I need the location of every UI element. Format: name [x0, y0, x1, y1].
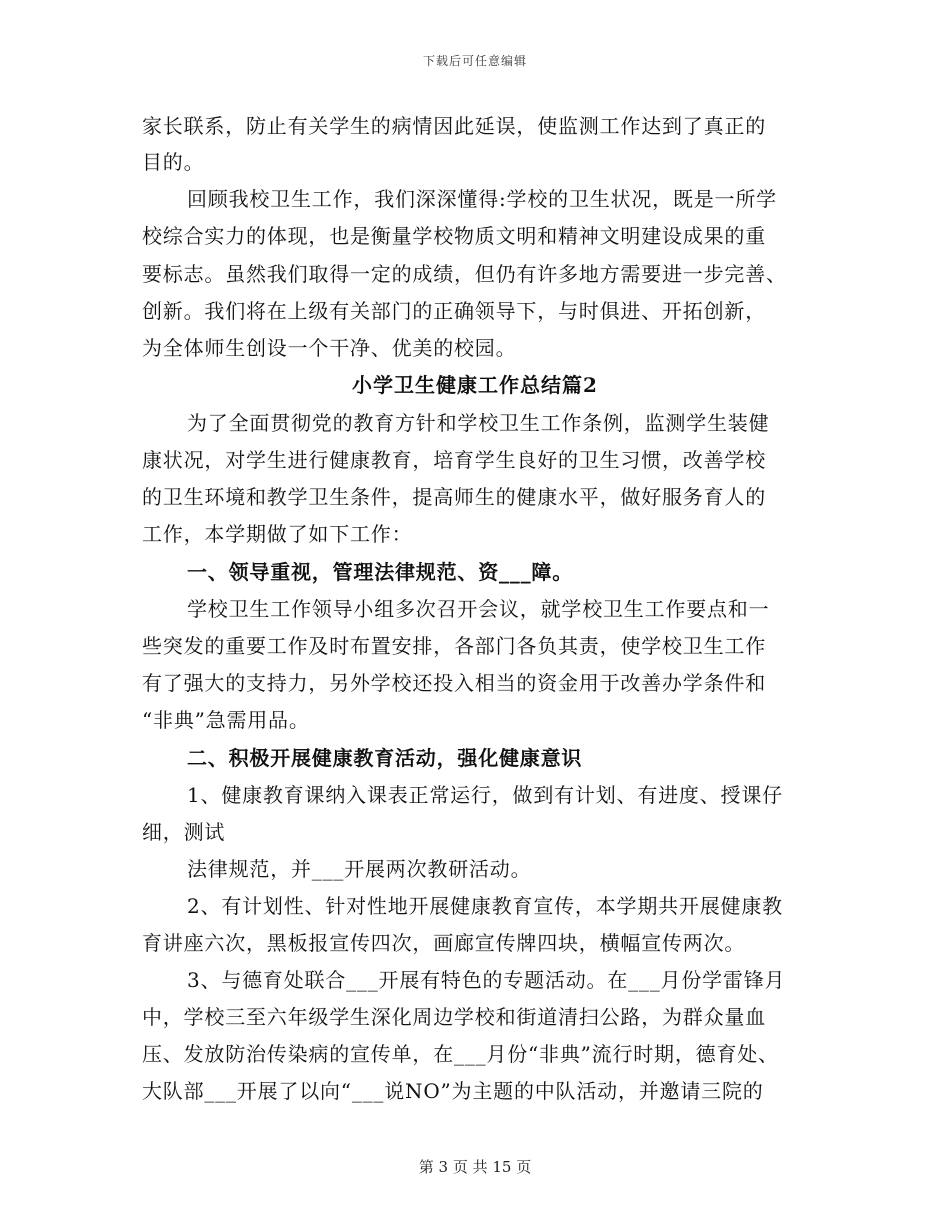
text-line: 康状况，对学生进行健康教育，培育学生良好的卫生习惯，改善学校 — [142, 448, 766, 472]
text-line: 3、与德育处联合___开展有特色的专题活动。在___月份学雷锋月 — [187, 968, 786, 992]
text-line: 家长联系，防止有关学生的病情因此延误，使监测工作达到了真正的 — [142, 114, 766, 138]
text-line: 学校卫生工作领导小组多次召开会议，就学校卫生工作要点和一 — [187, 597, 770, 621]
text-line: 大队部___开展了以向“___说NO”为主题的中队活动，并邀请三院的 — [142, 1079, 764, 1103]
text-line: 工作，本学期做了如下工作： — [142, 522, 413, 546]
text-line: 压、发放防治传染病的宣传单，在___月份“非典”流行时期，德育处、 — [142, 1042, 779, 1066]
text-line: 2、有计划性、针对性地开展健康教育宣传，本学期共开展健康教 — [187, 894, 783, 918]
section-title: 小学卫生健康工作总结篇2 — [352, 373, 598, 397]
text-line: 些突发的重要工作及时布置安排，各部门各负其责，使学校卫生工作 — [142, 634, 766, 658]
subheading: 一、领导重视，管理法律规范、资___障。 — [187, 560, 573, 584]
text-line: 为了全面贯彻党的教育方针和学校卫生工作条例，监测学生装健 — [187, 411, 770, 435]
subheading: 二、积极开展健康教育活动，强化健康意识 — [187, 746, 583, 770]
page-footer: 第 3 页 共 15 页 — [418, 1158, 532, 1176]
text-line: 1、健康教育课纳入课表正常运行，做到有计划、有进度、授课仔 — [187, 783, 783, 807]
text-line: 要标志。虽然我们取得一定的成绩，但仍有许多地方需要进一步完善、 — [142, 262, 787, 286]
text-line: 细，测试 — [142, 820, 226, 844]
text-line: 的卫生环境和教学卫生条件，提高师生的健康水平，做好服务育人的 — [142, 485, 766, 509]
text-line: 中，学校三至六年级学生深化周边学校和街道清扫公路，为群众量血 — [142, 1005, 766, 1029]
text-line: 法律规范，并___开展两次教研活动。 — [187, 857, 532, 881]
text-line: “非典”急需用品。 — [142, 708, 310, 732]
text-line: 育讲座六次，黑板报宣传四次，画廊宣传牌四块，横幅宣传两次。 — [142, 931, 746, 955]
text-line: 校综合实力的体现，也是衡量学校物质文明和精神文明建设成果的重 — [142, 224, 766, 248]
text-line: 回顾我校卫生工作，我们深深懂得:学校的卫生状况，既是一所学 — [187, 187, 777, 211]
text-line: 创新。我们将在上级有关部门的正确领导下，与时俱进、开拓创新， — [142, 299, 766, 323]
text-line: 目的。 — [142, 150, 205, 174]
page-header: 下载后可任意编辑 — [422, 54, 527, 68]
text-line: 为全体师生创设一个干净、优美的校园。 — [142, 336, 517, 360]
text-line: 有了强大的支持力，另外学校还投入相当的资金用于改善办学条件和 — [142, 671, 766, 695]
